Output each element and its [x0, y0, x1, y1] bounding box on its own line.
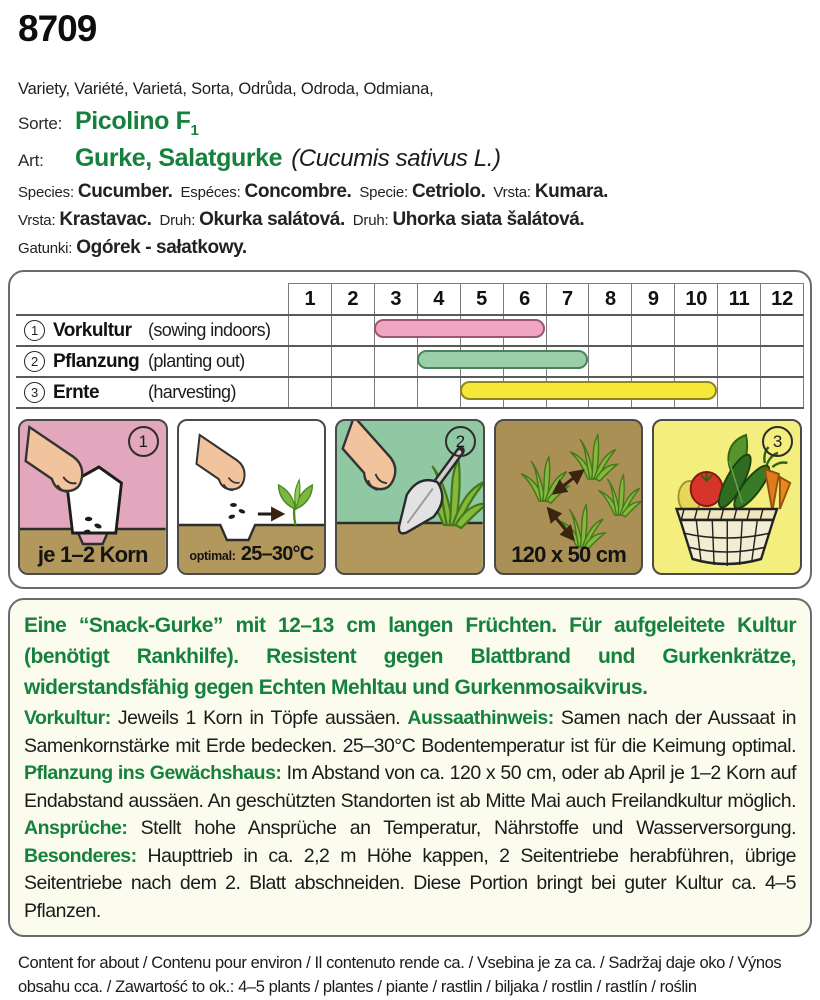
- month-header: 7: [546, 283, 589, 314]
- calendar-row-vorkultur: [16, 314, 804, 345]
- month-header: 12: [760, 283, 803, 314]
- month-header: 2: [331, 283, 374, 314]
- heading-ansprueche: Ansprüche:: [24, 817, 128, 839]
- ernte-period-bar: [460, 381, 718, 400]
- calendar-header-spacer: [16, 283, 288, 314]
- row-english: (planting out): [148, 351, 245, 371]
- latin-name: (Cucumis sativus L.): [291, 145, 501, 172]
- variety-description-intro: Eine “Snack-Gurke” mit 12–13 cm langen Früchten. Für aufgeleitete Kultur (benötigt Rankhilfe). Resistent gegen Blattbrand und Gurkenkrätze, widerstandsfähig gegen Echten Mehltau und Gurkenmosaikvirus.: [24, 614, 796, 699]
- row-name: Pflanzung: [53, 350, 140, 372]
- sorte-row: [18, 107, 802, 139]
- sowing-caption: je 1–2 Korn: [37, 542, 148, 567]
- sorte-label: Sorte:: [18, 114, 63, 133]
- panel-germination-temperature: [177, 419, 327, 575]
- heading-besonderes: Besonderes:: [24, 844, 137, 867]
- sowing-calendar-table: [16, 283, 804, 409]
- row-name: Vorkultur: [53, 319, 132, 341]
- panel-harvest: [652, 419, 802, 575]
- variety-multilingual-line: Variety, Variété, Varietá, Sorta, Odrůda, Odroda, Odmiana,: [18, 80, 434, 98]
- calendar-row-pflanzung: [16, 345, 804, 376]
- species-translations-line-3: Gatunki: Ogórek - sałatkowy.: [18, 237, 247, 258]
- panel-sowing: [18, 419, 168, 575]
- month-header: 5: [460, 283, 503, 314]
- row-english: (sowing indoors): [148, 320, 271, 340]
- header: [0, 0, 820, 260]
- panel-planting-out: [335, 419, 485, 575]
- calendar-row-ernte: [16, 376, 804, 409]
- vorkultur-period-bar: [374, 319, 546, 338]
- row-name: Ernte: [53, 381, 100, 403]
- species-common-name: Gurke, Salatgurke: [75, 144, 283, 172]
- month-header: 1: [288, 283, 331, 314]
- step-badge-3: 3: [762, 426, 793, 457]
- circled-number-1: 1: [24, 320, 45, 341]
- spacing-caption: 120 x 50 cm: [511, 542, 626, 567]
- species-translations-line-2: Vrsta: Krastavac. Druh: Okurka salátová. Druh: Uhorka siata šalátová.: [18, 209, 585, 230]
- heading-vorkultur: Vorkultur:: [24, 707, 111, 729]
- step-badge-2: 2: [445, 426, 476, 457]
- content-quantity-line: Content for about / Contenu pour environ / Il contenuto rende ca. / Vsebina je za ca. / Sadržaj daje oko / Výnos obsahu cca. / Zawartość to ok.: 4–5 plants / plantes / piante / rastlin / biljaka / rostlin / rastlín / roślin: [18, 954, 782, 996]
- heading-pflanzung: Pflanzung ins Gewächshaus:: [24, 762, 282, 784]
- month-header: 3: [374, 283, 417, 314]
- f1-subscript: 1: [190, 122, 199, 139]
- variety-name: Picolino $F_1$: [75, 107, 199, 139]
- month-header: 10: [674, 283, 717, 314]
- panel-spacing: [494, 419, 644, 575]
- heading-aussaathinweis: Aussaathinweis:: [407, 707, 554, 729]
- month-header: 8: [588, 283, 631, 314]
- art-row: [18, 144, 802, 173]
- month-header: 11: [717, 283, 760, 314]
- pictogram-row: [16, 419, 804, 575]
- row-english: (harvesting): [148, 382, 236, 402]
- step-badge-1: 1: [128, 426, 159, 457]
- article-number: 8709: [18, 8, 97, 49]
- temperature-caption: optimal: 25–30°C: [189, 543, 314, 565]
- month-header: 4: [417, 283, 460, 314]
- calendar-month-header-row: [16, 283, 804, 314]
- circled-number-3: 3: [24, 382, 45, 403]
- species-translations-line-1: Species: Cucumber. Espéces: Concombre. Specie: Cetriolo. Vrsta: Kumara.: [18, 181, 609, 202]
- sowing-calendar-box: [8, 270, 812, 589]
- circled-number-2: 2: [24, 351, 45, 372]
- cultivation-instructions: Vorkultur: Jeweils 1 Korn in Töpfe aussäen. Aussaathinweis: Samen nach der Aussaat in Samenkornstärke mit Erde bedecken. 25–30°C Bodentemperatur ist für die Keimung optimal. Pflanzung ins Gewächshaus: Im Abstand von ca. 120 x 50 cm, oder ab April je 1–2 Korn auf Endabstand aussäen. An geschützten Standorten ist ab Mitte Mai auch Freilandkultur möglich. Ansprüche: Stellt hohe Ansprüche an Temperatur, Nährstoffe und Wasserversorgung. Besonderes: Haupttrieb in ca. 2,2 m Höhe kappen, 2 Seitentriebe herabführen, übrige Seitentriebe nach dem 2. Blatt abschneiden. Diese Portion bringt bei guter Kultur ca. 4–5 Pflanzen.: [24, 707, 797, 922]
- art-label: Art:: [18, 151, 44, 170]
- pflanzung-period-bar: [417, 350, 589, 369]
- description-box: [8, 598, 812, 937]
- month-header: 9: [631, 283, 674, 314]
- month-header: 6: [503, 283, 546, 314]
